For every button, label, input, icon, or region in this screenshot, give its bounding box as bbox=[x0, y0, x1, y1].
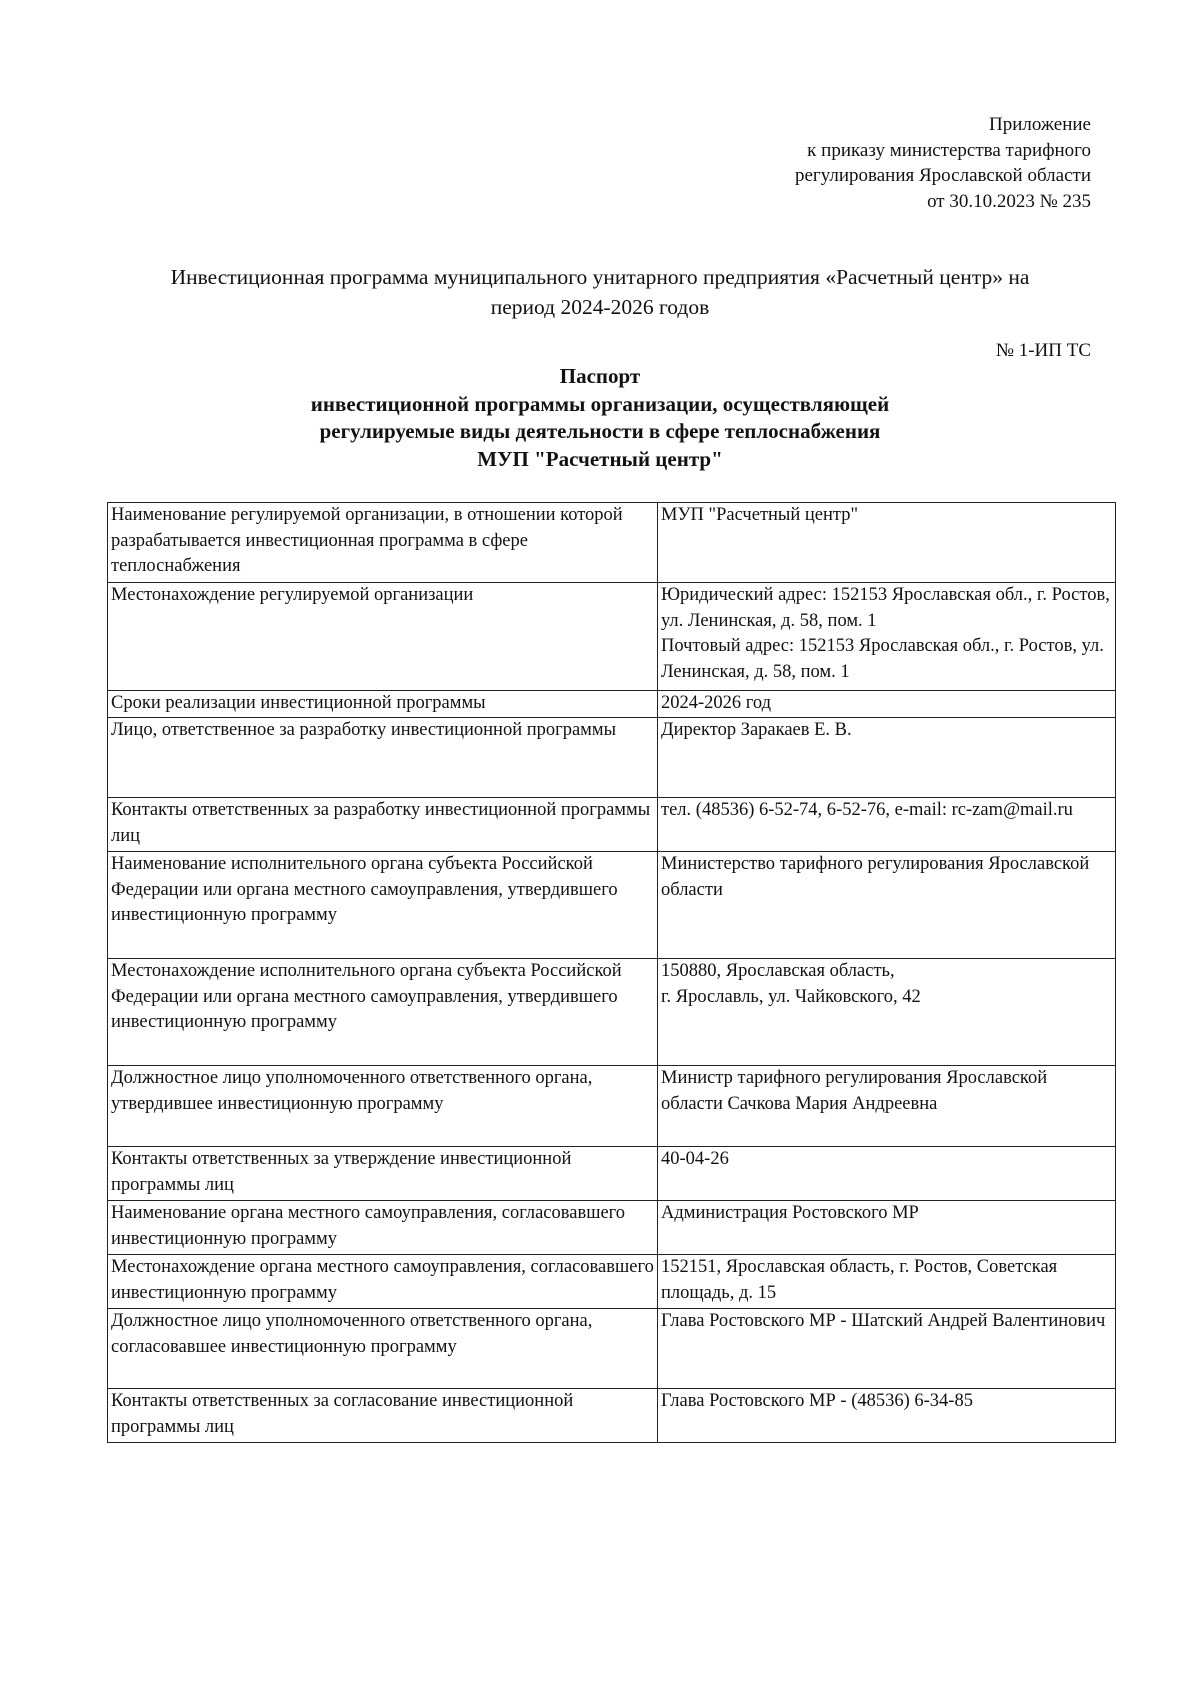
row-value bbox=[658, 1309, 1116, 1389]
row-label: Местонахождение регулируемой организации bbox=[108, 583, 658, 691]
table-row bbox=[108, 852, 1116, 959]
row-value-line: 152151, Ярославская область, г. Ростов, Советская площадь, д. 15 bbox=[661, 1257, 1062, 1303]
row-label: Контакты ответственных за согласование инвестиционной программы лиц bbox=[108, 1389, 658, 1443]
row-label: Наименование органа местного самоуправления, согласовавшего инвестиционную программу bbox=[108, 1201, 658, 1255]
table-row bbox=[108, 959, 1116, 1066]
table-row bbox=[108, 583, 1116, 691]
table-row bbox=[108, 503, 1116, 583]
table-row bbox=[108, 1255, 1116, 1309]
row-value-line: Глава Ростовского МР - (48536) 6-34-85 bbox=[661, 1391, 973, 1411]
row-value bbox=[658, 1255, 1116, 1309]
row-value bbox=[658, 1201, 1116, 1255]
table-row bbox=[108, 1389, 1116, 1443]
row-value-line: Директор Заракаев Е. В. bbox=[661, 720, 852, 740]
passport-heading-line: инвестиционной программы организации, осуществляющей bbox=[310, 391, 890, 416]
table-row bbox=[108, 1066, 1116, 1147]
row-label: Должностное лицо уполномоченного ответственного органа, утвердившее инвестиционную программу bbox=[108, 1066, 658, 1147]
row-value-line: Администрация Ростовского МР bbox=[661, 1203, 919, 1223]
row-value-line: 40-04-26 bbox=[661, 1149, 729, 1169]
row-value-line: Министерство тарифного регулирования Ярославской области bbox=[661, 854, 1094, 900]
row-label: Наименование исполнительного органа субъекта Российской Федерации или органа местного самоуправления, утвердившего инвестиционную программу bbox=[108, 852, 658, 959]
table-row bbox=[108, 1309, 1116, 1389]
row-value-line: Глава Ростовского МР - Шатский Андрей Валентинович bbox=[661, 1311, 1106, 1331]
row-label: Наименование регулируемой организации, в отношении которой разрабатывается инвестиционная программа в сфере теплоснабжения bbox=[108, 503, 658, 583]
row-value bbox=[658, 959, 1116, 1066]
program-number: № 1-ИП ТС bbox=[995, 340, 1091, 361]
table-row bbox=[108, 798, 1116, 852]
row-value-line: тел. (48536) 6-52-74, 6-52-76, e-mail: rc-zam@mail.ru bbox=[661, 800, 1073, 820]
row-value bbox=[658, 718, 1116, 798]
table-row bbox=[108, 1147, 1116, 1201]
row-value bbox=[658, 852, 1116, 959]
row-value bbox=[658, 798, 1116, 852]
row-value bbox=[658, 583, 1116, 691]
row-value-line: Юридический адрес: 152153 Ярославская обл., г. Ростов, ул. Ленинская, д. 58, пом. 1 bbox=[661, 585, 1115, 631]
row-label: Лицо, ответственное за разработку инвестиционной программы bbox=[108, 718, 658, 798]
row-value-line: г. Ярославль, ул. Чайковского, 42 bbox=[661, 986, 921, 1007]
row-label: Местонахождение исполнительного органа субъекта Российской Федерации или органа местного самоуправления, утвердившего инвестиционную программу bbox=[108, 959, 658, 1066]
passport-heading bbox=[100, 363, 1100, 473]
row-label: Местонахождение органа местного самоуправления, согласовавшего инвестиционную программу bbox=[108, 1255, 658, 1309]
table-row bbox=[108, 718, 1116, 798]
table-row bbox=[108, 1201, 1116, 1255]
table-row bbox=[108, 691, 1116, 718]
appendix-line: к приказу министерства тарифного bbox=[807, 139, 1091, 161]
row-value bbox=[658, 691, 1116, 718]
row-label: Сроки реализации инвестиционной программы bbox=[108, 691, 658, 718]
row-label: Должностное лицо уполномоченного ответственного органа, согласовавшее инвестиционную программу bbox=[108, 1309, 658, 1389]
row-value-line: Министр тарифного регулирования Ярославской области Сачкова Мария Андреевна bbox=[661, 1068, 1052, 1114]
row-value bbox=[658, 503, 1116, 583]
passport-heading-line: регулируемые виды деятельности в сфере теплоснабжения bbox=[319, 419, 881, 443]
row-label: Контакты ответственных за утверждение инвестиционной программы лиц bbox=[108, 1147, 658, 1201]
row-value bbox=[658, 1066, 1116, 1147]
program-title-line: Инвестиционная программа муниципального унитарного предприятия «Расчетный центр» на bbox=[170, 265, 1030, 289]
row-value-line: Почтовый адрес: 152153 Ярославская обл., г. Ростов, ул. Ленинская, д. 58, пом. 1 bbox=[661, 636, 1109, 682]
appendix-line: регулирования Ярославской области bbox=[794, 165, 1091, 186]
appendix-block bbox=[795, 112, 1091, 214]
passport-heading-line: МУП "Расчетный центр" bbox=[477, 446, 723, 471]
row-value-line: МУП "Расчетный центр" bbox=[661, 505, 859, 525]
appendix-line: Приложение bbox=[989, 114, 1091, 135]
row-value-line: 2024-2026 год bbox=[661, 693, 772, 713]
program-title-line: период 2024-2026 годов bbox=[490, 295, 710, 319]
program-title bbox=[100, 262, 1100, 322]
passport-heading-line: Паспорт bbox=[559, 364, 641, 388]
row-value-line: 150880, Ярославская область, bbox=[661, 961, 895, 981]
row-value bbox=[658, 1147, 1116, 1201]
row-value bbox=[658, 1389, 1116, 1443]
appendix-line: от 30.10.2023 № 235 bbox=[927, 190, 1091, 212]
row-label: Контакты ответственных за разработку инвестиционной программы лиц bbox=[108, 798, 658, 852]
passport-table bbox=[107, 502, 1116, 1443]
